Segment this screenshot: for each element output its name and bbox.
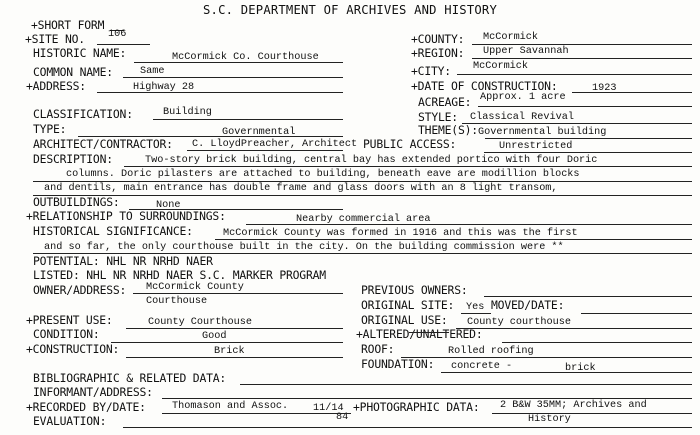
altered-line — [502, 342, 692, 343]
bibliographic-label: BIBLIOGRAPHIC & RELATED DATA: — [33, 371, 227, 385]
potential-label: POTENTIAL: NHL NR NRHD NAER — [33, 254, 213, 268]
listed-label: LISTED: NHL NR NRHD NAER S.C. MARKER PROGRAM — [33, 268, 326, 282]
construction-line — [126, 357, 343, 358]
acreage-label: ACREAGE: — [418, 95, 472, 109]
original-site-value: Yes — [466, 302, 485, 313]
address-value: Highway 28 — [133, 82, 195, 93]
foundation-value-b: brick — [565, 363, 596, 374]
present-use-value: County Courthouse — [148, 317, 252, 328]
classification-label: CLASSIFICATION: — [33, 107, 133, 121]
owner-address-label: OWNER/ADDRESS: — [33, 283, 127, 297]
condition-value: Good — [202, 331, 227, 342]
relationship-value: Nearby commercial area — [296, 214, 431, 225]
classification-value: Building — [163, 107, 212, 118]
moved-date-line — [581, 313, 692, 314]
previous-owners-line — [484, 296, 692, 297]
description-line-1: Two-story brick building, central bay has extended portico with four Doric — [145, 155, 598, 166]
historic-name-line — [134, 62, 343, 63]
condition-line — [111, 342, 343, 343]
informant-label: INFORMANT/ADDRESS: — [33, 385, 153, 399]
historical-significance-label: HISTORICAL SIGNIFICANCE: — [33, 224, 193, 238]
public-access-value: Unrestricted — [499, 141, 573, 152]
description-rule-2 — [33, 181, 692, 182]
owner-line-1: McCormick County — [146, 282, 244, 293]
moved-date-label: MOVED/DATE: — [491, 298, 565, 312]
region-line — [472, 58, 692, 59]
architect-label: ARCHITECT/CONTRACTOR: — [33, 137, 173, 151]
themes-line — [485, 138, 692, 139]
foundation-label: FOUNDATION: — [361, 357, 435, 371]
historic-name-label: HISTORIC NAME: — [33, 46, 127, 60]
architect-line — [187, 150, 343, 151]
public-access-line — [484, 152, 692, 153]
altered-strike — [409, 332, 449, 333]
original-use-label: ORIGINAL USE: — [361, 313, 448, 327]
roof-value: Rolled roofing — [448, 346, 534, 357]
recorded-by-line — [162, 413, 351, 414]
present-use-line — [126, 328, 343, 329]
county-value: McCormick — [483, 32, 539, 43]
historic-name-value: McCormick Co. Courthouse — [172, 52, 319, 63]
construction-label: +CONSTRUCTION: — [26, 342, 120, 356]
construction-value: Brick — [214, 346, 245, 357]
county-line — [472, 44, 692, 45]
date-line — [572, 92, 692, 93]
style-label: STYLE: — [418, 110, 458, 124]
region-label: +REGION: — [411, 46, 465, 60]
previous-owners-label: PREVIOUS OWNERS: — [361, 283, 468, 297]
region-value: Upper Savannah — [483, 46, 569, 57]
themes-value: Governmental building — [478, 127, 607, 138]
description-rule-1 — [124, 166, 692, 167]
date-of-construction-value: 1923 — [592, 83, 617, 94]
recorded-by-label: +RECORDED BY/DATE: — [26, 400, 146, 414]
evaluation-line — [123, 427, 692, 428]
description-line-2: columns. Doric pilasters are attached to building, beneath eave are modillion blocks — [66, 169, 580, 180]
photographic-data-line — [492, 413, 692, 414]
style-line — [462, 123, 692, 124]
site-no-line — [97, 44, 150, 45]
common-name-line — [123, 77, 343, 78]
themes-label: THEME(S): — [418, 123, 478, 137]
city-line — [457, 74, 692, 75]
style-value: Classical Revival — [470, 112, 574, 123]
relationship-label: +RELATIONSHIP TO SURROUNDINGS: — [26, 209, 226, 223]
original-site-label: ORIGINAL SITE: — [361, 298, 455, 312]
type-label: TYPE: — [33, 122, 67, 136]
foundation-line — [441, 372, 692, 373]
county-label: +COUNTY: — [411, 32, 465, 46]
recorded-by-value: Thomason and Assoc. — [172, 401, 289, 412]
owner-line-2: Courthouse — [146, 296, 208, 307]
bibliographic-line — [240, 384, 692, 385]
classification-line — [153, 119, 343, 120]
recorded-date-b: 84 — [336, 412, 349, 423]
photo-line-1: 2 B&W 35MM; Archives and — [500, 400, 647, 411]
city-label: +CITY: — [411, 64, 451, 78]
roof-label: ROOF: — [361, 342, 395, 356]
significance-line-1: McCormick County was formed in 1916 and this was the first — [223, 228, 578, 239]
original-use-value: County courthouse — [467, 317, 571, 328]
condition-label: CONDITION: — [33, 327, 100, 341]
type-value: Governmental — [222, 127, 296, 138]
original-site-line — [461, 313, 491, 314]
common-name-label: COMMON NAME: — [33, 65, 113, 79]
short-form-label: +SHORT FORM — [31, 18, 105, 32]
description-rule-3 — [33, 195, 692, 196]
description-label: DESCRIPTION: — [33, 152, 113, 166]
significance-rule-1 — [215, 239, 692, 240]
city-value: McCormick — [473, 61, 529, 72]
original-use-line — [456, 328, 692, 329]
description-line-3: and dentils, main entrance has double frame and glass doors with an 8 light transom, — [44, 183, 558, 194]
acreage-line — [478, 106, 692, 107]
outbuildings-label: OUTBUILDINGS: — [33, 195, 120, 209]
architect-value: C. LloydPreacher, Architect — [192, 139, 358, 150]
acreage-value: Approx. 1 acre — [480, 92, 566, 103]
outbuildings-value: None — [156, 200, 181, 211]
address-line — [97, 92, 343, 93]
foundation-value-a: concrete - — [451, 361, 513, 372]
common-name-value: Same — [140, 66, 165, 77]
present-use-label: +PRESENT USE: — [26, 313, 113, 327]
photo-line-2: History — [528, 414, 571, 425]
photographic-data-label: +PHOTOGRAPHIC DATA: — [353, 400, 480, 414]
page-title: S.C. DEPARTMENT OF ARCHIVES AND HISTORY — [203, 3, 497, 17]
altered-label: +ALTERED/UNALTERED: — [356, 327, 483, 341]
recorded-date-a: 11/14 — [313, 403, 344, 414]
site-no-value: 106 — [108, 29, 127, 40]
owner-rule-1 — [133, 293, 343, 294]
date-of-construction-label: +DATE OF CONSTRUCTION: — [411, 79, 558, 93]
evaluation-label: EVALUATION: — [33, 414, 107, 428]
significance-line-2: and so far, the only courthouse built in the city. On the building commission were ** — [44, 242, 564, 253]
public-access-label: PUBLIC ACCESS: — [363, 137, 457, 151]
site-no-label: +SITE NO. — [25, 32, 85, 46]
relationship-line — [246, 224, 692, 225]
address-label: +ADDRESS: — [26, 79, 86, 93]
roof-line — [401, 357, 692, 358]
informant-line — [162, 398, 692, 399]
